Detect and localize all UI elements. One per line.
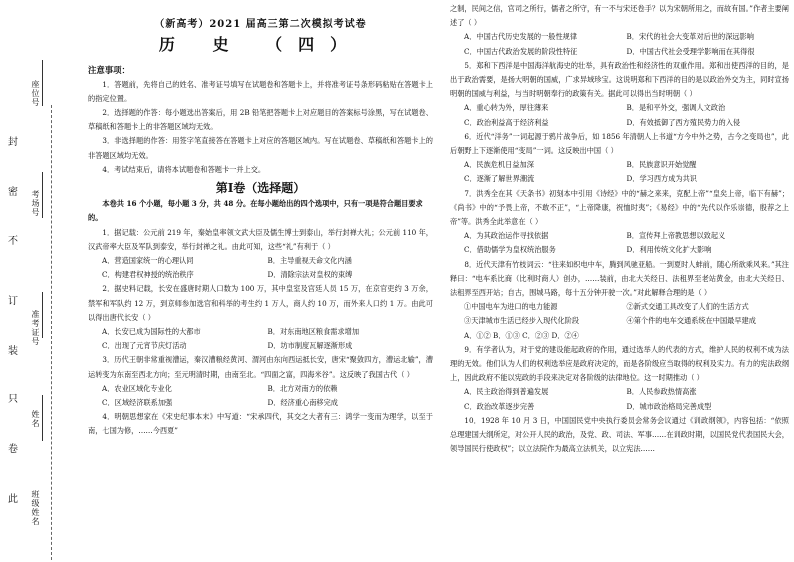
seal-char: 此 bbox=[8, 494, 18, 505]
field-label-exam-room: 考场号 bbox=[31, 190, 40, 217]
seal-char: 密 bbox=[8, 187, 18, 198]
option: D．经济重心南移完成 bbox=[267, 398, 338, 408]
field-blank bbox=[42, 292, 43, 338]
option: C．出现了元宵节庆灯活动 bbox=[102, 341, 187, 351]
options-row bbox=[450, 30, 789, 44]
option: B．宋代的社会大变革对后世的深远影响 bbox=[626, 32, 754, 42]
option: D．清除宗法对皇权的束缚 bbox=[267, 270, 353, 280]
question-stem: 1．据记载：公元前 219 年，秦始皇率领文武大臣及儒生博士到泰山，举行封禅大礼；公元前 110 年，汉武帝率大臣及军队到泰安，举行封禅之礼。由此可知，这些“礼”有利于（ ） bbox=[88, 227, 433, 251]
option: B．宣传拜上帝教思想以致起义 bbox=[626, 231, 726, 241]
option: B．对东南地区粮食需求增加 bbox=[267, 327, 360, 337]
notice-item: 1．答题前，先将自己的姓名、准考证号填写在试题卷和答题卡上，并将准考证号条形码粘贴在答题卡上的指定位置。 bbox=[88, 79, 433, 103]
option: C．借助儒学为皇权统治服务 bbox=[464, 245, 556, 255]
question-stem: 之制，民间之信，官司之所行，儒者之所守，有一不与宋还卷手？以为宋朝所用之，而故有国。”作者主要阐述了（ ） bbox=[450, 4, 789, 28]
question-stem: 9．有学者认为，对于党的建设能起政府的作用，通过选举人的代表的方式，维护人民的权利不成为法理的无效。他们认为人们的权利选举应是政府决定的，而是各阶级应当取得的权利及实力。有力的宪法政纲上，因此政府不能以宪政的手段来决定对各阶级的法律地位。这一时期推动（ ） bbox=[450, 344, 789, 383]
notice-heading: 注意事项： bbox=[88, 65, 130, 76]
options-row bbox=[450, 243, 789, 257]
option: ②新式交通工具改变了人们的生活方式 bbox=[626, 302, 749, 312]
question-stem: 8．近代天津有竹枝词云：“往来如织电中车，腾到风驰亚船。一到夏时人蚌前，随心所欲乘风来。”其注释曰：“电车系比商（比利时商人）创办，……装前，由北大关经日、法租界至老站黄金，由北大关经日、法租界至西开站；自古，围城马路，每十五分钟开驶一次。”对此解释合理的是（ ） bbox=[450, 259, 789, 298]
field-label-name: 姓名 bbox=[31, 410, 40, 428]
option: A．中国古代历史发展的一般性规律 bbox=[464, 32, 578, 42]
options-row bbox=[450, 116, 789, 130]
notice-item: 4．考试结束后，请将本试题卷和答题卡一并上交。 bbox=[102, 164, 266, 174]
option: C．逐渐了解世界潮流 bbox=[464, 174, 535, 184]
seal-char: 订 bbox=[8, 296, 18, 307]
option-combos: A．①② B．①③ C．②③ D．②④ bbox=[464, 330, 579, 340]
option: D．有效抵御了西方殖民势力的入侵 bbox=[626, 117, 741, 127]
options-row bbox=[450, 101, 789, 115]
option: D．城市政治格局完善成型 bbox=[626, 401, 712, 411]
option: A．为其政治运作寻找依据 bbox=[464, 231, 549, 241]
option: A．长安已成为国际性的大都市 bbox=[102, 327, 201, 337]
question-stem: 10．1928 年 10 月 3 日，中国国民党中央执行委员会常务会议通过《训政纲领》，内容包括：“依照总理建国大纲所定，对公开人民的政治，及党、政、司法、军事……在训政时期，以国民党代表国民大会，领导国民行使政权”；以立法院作为最高立法机关，以立宪法…… bbox=[450, 415, 789, 454]
option: C．区域经济联系加强 bbox=[102, 398, 173, 408]
seal-char: 卷 bbox=[8, 444, 18, 455]
question-stem: 7．洪秀全在其《天条书》初刻本中引用《诗经》中的“赫之来来，克配上帝”“皇矣上帝，临下有赫”；《尚书》中的“予畏上帝，不敢不正”，“上帝降康，祝恤时夷”；《易经》中的“先代以作乐崇德，殷荐之上帝”等。洪秀全此举意在（ ） bbox=[450, 188, 789, 227]
section-intro: 本卷共 16 个小题，每小题 3 分，共 48 分。在每小题给出的四个选项中，只有一项是符合题目要求的。 bbox=[88, 199, 423, 223]
field-label-seat: 座位号 bbox=[31, 80, 40, 107]
field-label-class: 班级姓名 bbox=[31, 490, 40, 526]
seal-char: 装 bbox=[8, 346, 18, 357]
option: D．学习西方成为共识 bbox=[626, 174, 697, 184]
binding-margin bbox=[0, 60, 58, 562]
option: A．民主政治得到普遍发展 bbox=[464, 387, 549, 397]
exam-subject: 历 史 （四） bbox=[158, 35, 363, 55]
option: B．人民参政热情高涨 bbox=[626, 387, 697, 397]
binding-dashed-line bbox=[51, 105, 52, 560]
question-stem: 4．明朝思想家在《宋史纪事本末》中写道：“宋承四代，其交之大者有三：鸿学一变而为理学，以至于南，七国为修，……今西夏” bbox=[88, 412, 433, 436]
left-column bbox=[88, 0, 433, 439]
field-blank bbox=[42, 172, 43, 218]
option: A．营造国家统一的心理认同 bbox=[102, 256, 194, 266]
exam-title: （新高考）2021 届高三第二次模拟考试卷 bbox=[154, 19, 367, 30]
option: B．主导重视天命文化内涵 bbox=[267, 256, 352, 266]
question-stem: 2．据史料记载，长安在盛唐时期人口数为 100 万，其中皇室及宫廷人员 15 万，在京官吏约 3 万余，禁军和军队约 12 万，到京师参加选官和科举的考生约 1 万人，商人约 10 万，而外来人口约 1 万。由此可以得出唐代长安（ ） bbox=[88, 284, 433, 322]
seal-char: 封 bbox=[8, 137, 18, 148]
options-row bbox=[88, 268, 433, 282]
option: B．民族意识开始觉醒 bbox=[626, 160, 697, 170]
option: C．构建君权神授的统治秩序 bbox=[102, 270, 194, 280]
options-row bbox=[450, 229, 789, 243]
options-row bbox=[450, 314, 789, 328]
options-row bbox=[88, 325, 433, 339]
field-blank bbox=[42, 60, 43, 106]
option: B．是和平外交，强调人文政治 bbox=[626, 103, 726, 113]
question-stem: 5．郑和下西洋是中国海洋航海史的壮举，具有政治性和经济性的双重作用。郑和出使西洋的目的，是出于政治需要，是扬大明朝的国威，广求异域珍宝。这说明郑和下西洋的目的是以政治外交为主，同时宣扬明朝的国威与利益，与当时明朝奉行的政策有关。据此可以得出当时明朝（ ） bbox=[450, 60, 789, 99]
option: C．中国古代政治发展的阶段性特征 bbox=[464, 46, 578, 56]
notice-item: 3．非选择题的作答：用签字笔直接答在答题卡上对应的答题区域内。写在试题卷、草稿纸和答题卡上的非答题区域均无效。 bbox=[88, 136, 433, 160]
options-row bbox=[450, 300, 789, 314]
options-row bbox=[88, 382, 433, 396]
options-row bbox=[450, 172, 789, 186]
question-stem: 3．历代王朝非常重视漕运，秦汉漕粮经黄河、渭河由东向西运抵长安，唐宋“聚敛四方，漕运北输”，漕运转变为东南至西北方向；至元明清时期，由南至北。“四面之富，四海米谷”。这反映了我国古代（ ） bbox=[88, 355, 433, 379]
option: D．中国古代社会受理学影响而在其得很 bbox=[626, 46, 755, 56]
field-blank bbox=[42, 395, 43, 441]
options-row bbox=[88, 396, 433, 410]
option: A．民族危机日益加深 bbox=[464, 160, 534, 170]
options-row bbox=[450, 385, 789, 399]
option: ③天津城市生活已经步入现代化阶段 bbox=[464, 316, 580, 326]
options-row bbox=[450, 400, 789, 414]
option: A．农业区域化专业化 bbox=[102, 383, 172, 393]
option: A．重心转为外，厚往薄来 bbox=[464, 103, 549, 113]
option: C．政治利益高于经济利益 bbox=[464, 117, 549, 127]
options-row bbox=[450, 45, 789, 59]
options-row bbox=[88, 254, 433, 268]
option: ①中国电车为进口的电力能源 bbox=[464, 302, 558, 312]
notice-item: 2．选择题的作答：每小题选出答案后，用 2B 铅笔把答题卡上对应题目的答案标号涂黑，写在试题卷、草稿纸和答题卡上的非答题区域均无效。 bbox=[88, 108, 433, 132]
options-row bbox=[88, 339, 433, 353]
field-label-ticket: 准考证号 bbox=[31, 310, 40, 346]
option: D．坊市制度瓦解逐渐形成 bbox=[267, 341, 353, 351]
option: B．北方对南方的依赖 bbox=[267, 383, 338, 393]
option: C．政治改革逐步完善 bbox=[464, 401, 535, 411]
seal-char: 不 bbox=[8, 236, 18, 247]
section-title: 第Ⅰ卷（选择题） bbox=[215, 181, 306, 196]
seal-char: 只 bbox=[8, 394, 18, 405]
option: ④第个件的电车交通系统在中国最早建成 bbox=[626, 316, 756, 326]
option: D．利用传统文化扩大影响 bbox=[626, 245, 712, 255]
right-column bbox=[450, 2, 789, 457]
question-stem: 6．近代“洋务”一词起源于鸦片战争后，如 1856 年清朝人上书道“方今中外之势，古今之变局也”，此后朝野上下逐渐使用“变局”一词。这反映出中国（ ） bbox=[450, 131, 789, 156]
options-row bbox=[450, 158, 789, 172]
